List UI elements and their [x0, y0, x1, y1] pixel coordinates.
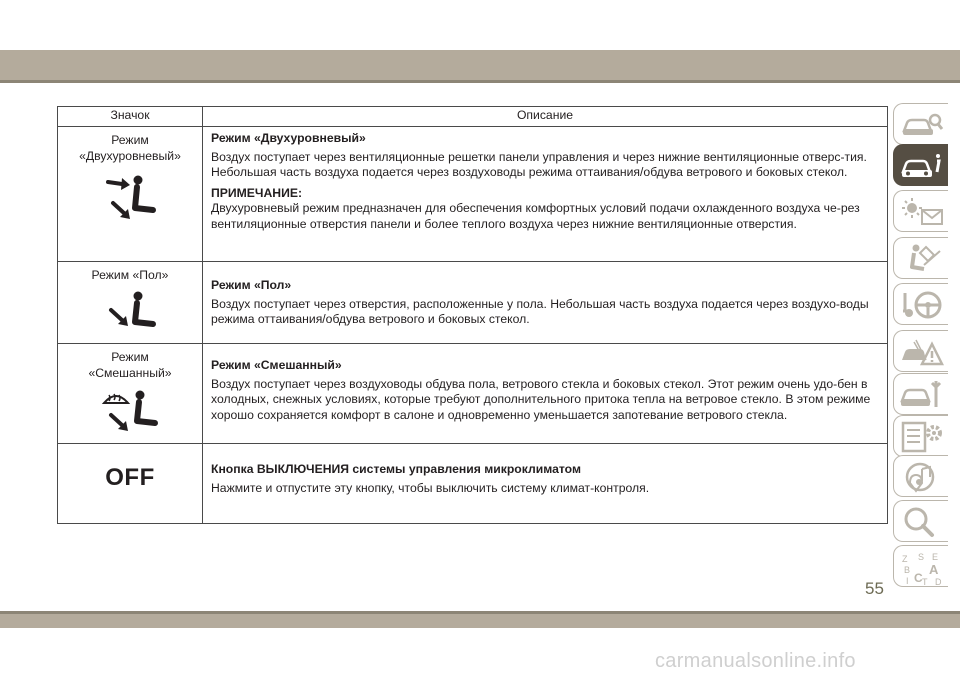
side-tab-index[interactable]: [893, 545, 948, 587]
header-rule: [0, 80, 960, 83]
side-tab-steering-wheel[interactable]: [893, 283, 948, 325]
steering-wheel-key-icon: [900, 289, 944, 321]
side-tab-car-hazard[interactable]: [893, 330, 948, 372]
side-tab-warning-lights[interactable]: [893, 190, 948, 232]
table-row-floor: [58, 262, 888, 344]
side-tab-car-search[interactable]: [893, 103, 948, 145]
header-description-column: Описание: [203, 107, 888, 127]
index-letter: S: [918, 552, 925, 562]
row-title: Режим «Двухуровневый»: [211, 131, 366, 145]
side-tab-airbag-seat[interactable]: [893, 237, 948, 279]
description-cell: [203, 127, 888, 262]
side-tab-media-navigation[interactable]: [893, 455, 948, 497]
description-cell: [203, 444, 888, 524]
row-title: Кнопка ВЫКЛЮЧЕНИЯ системы управления микроклиматом: [211, 462, 581, 476]
mode-label-line: Режим: [111, 133, 149, 147]
header-icon-column: Значок: [58, 107, 203, 127]
watermark: carmanualsonline.info: [655, 650, 856, 672]
side-tab-search[interactable]: [893, 500, 948, 542]
floor-mode-icon: [100, 290, 160, 334]
car-hazard-icon: [900, 336, 944, 368]
index-letter: C: [914, 571, 923, 585]
icon-cell: [58, 444, 203, 524]
controls-table: [57, 106, 888, 524]
car-search-icon: [900, 109, 944, 141]
table-row-off: [58, 444, 888, 524]
row-body: Воздух поступает через вентиляционные решетки панели управления и через нижние вентиляционные отверс-тия. Небольшая часть воздуха подается через воздуховоды режима оттаивания/обдува ветрового и боковых стекол.: [211, 149, 867, 179]
row-body: Воздух поступает через отверстия, расположенные у пола. Небольшая часть воздуха подается через воздухо-воды режима оттаивания/обдува ветрового и боковых стекол.: [211, 296, 869, 326]
bilevel-mode-icon: [100, 170, 160, 226]
media-navigation-icon: [900, 461, 944, 493]
car-info-icon: [900, 150, 944, 182]
table-row-mix: [58, 344, 888, 444]
icon-cell: [58, 344, 203, 444]
index-letter: T: [922, 577, 928, 587]
warning-lights-message-icon: [900, 196, 944, 228]
index-letter: A: [929, 562, 939, 577]
footer-band: [0, 614, 960, 628]
mix-mode-icon: [98, 387, 162, 439]
off-button-icon: OFF: [105, 464, 155, 491]
checklist-gear-icon: [900, 421, 944, 453]
row-body: Нажмите и отпустите эту кнопку, чтобы выключить систему климат-контроля.: [211, 480, 650, 495]
icon-cell: [58, 262, 203, 344]
magnifier-icon: [900, 506, 944, 538]
row-title: Режим «Смешанный»: [211, 358, 342, 372]
table-row-bilevel: [58, 127, 888, 262]
alphabet-index-icon: [900, 551, 944, 587]
note-title: ПРИМЕЧАНИЕ:: [211, 185, 303, 200]
mode-label-line: Режим «Пол»: [91, 268, 169, 282]
airbag-seat-icon: [900, 243, 944, 275]
index-letter: Z: [902, 554, 908, 564]
car-service-tools-icon: [900, 379, 944, 411]
note-body: Двухуровневый режим предназначен для обеспечения комфортных условий подачи охлажденного воздуха че-рез вентиляционные отверстия панели и более теплого воздуха через нижние вентиляционные отверстия.: [211, 201, 860, 231]
description-cell: [203, 344, 888, 444]
side-tab-checklist[interactable]: [893, 415, 948, 457]
icon-cell: [58, 127, 203, 262]
index-letter: E: [932, 552, 939, 562]
table-header-row: [58, 107, 888, 127]
index-letter: I: [906, 576, 909, 586]
mode-label-line: Режим: [111, 350, 149, 364]
index-letter: B: [904, 565, 911, 575]
mode-label-line: «Двухуровневый»: [79, 148, 181, 163]
row-body: Воздух поступает через воздуховоды обдува пола, ветрового стекла и боковых стекол. Этот режим очень удо-бен в холодных, снежных условиях, которые требуют дополнительного притока тепла на ветровое стекло. В этом режиме хорошо сохраняется комфорт в салоне и одновременно уменьшается запотевание ветрового стекла.: [211, 376, 871, 422]
page-number: 55: [865, 579, 884, 598]
side-tab-car-info[interactable]: [893, 144, 948, 186]
row-title: Режим «Пол»: [211, 278, 292, 292]
side-tab-service[interactable]: [893, 373, 948, 415]
mode-label-line: «Смешанный»: [88, 365, 172, 380]
header-band: [0, 50, 960, 80]
index-letter: D: [935, 577, 942, 587]
description-cell: [203, 262, 888, 344]
